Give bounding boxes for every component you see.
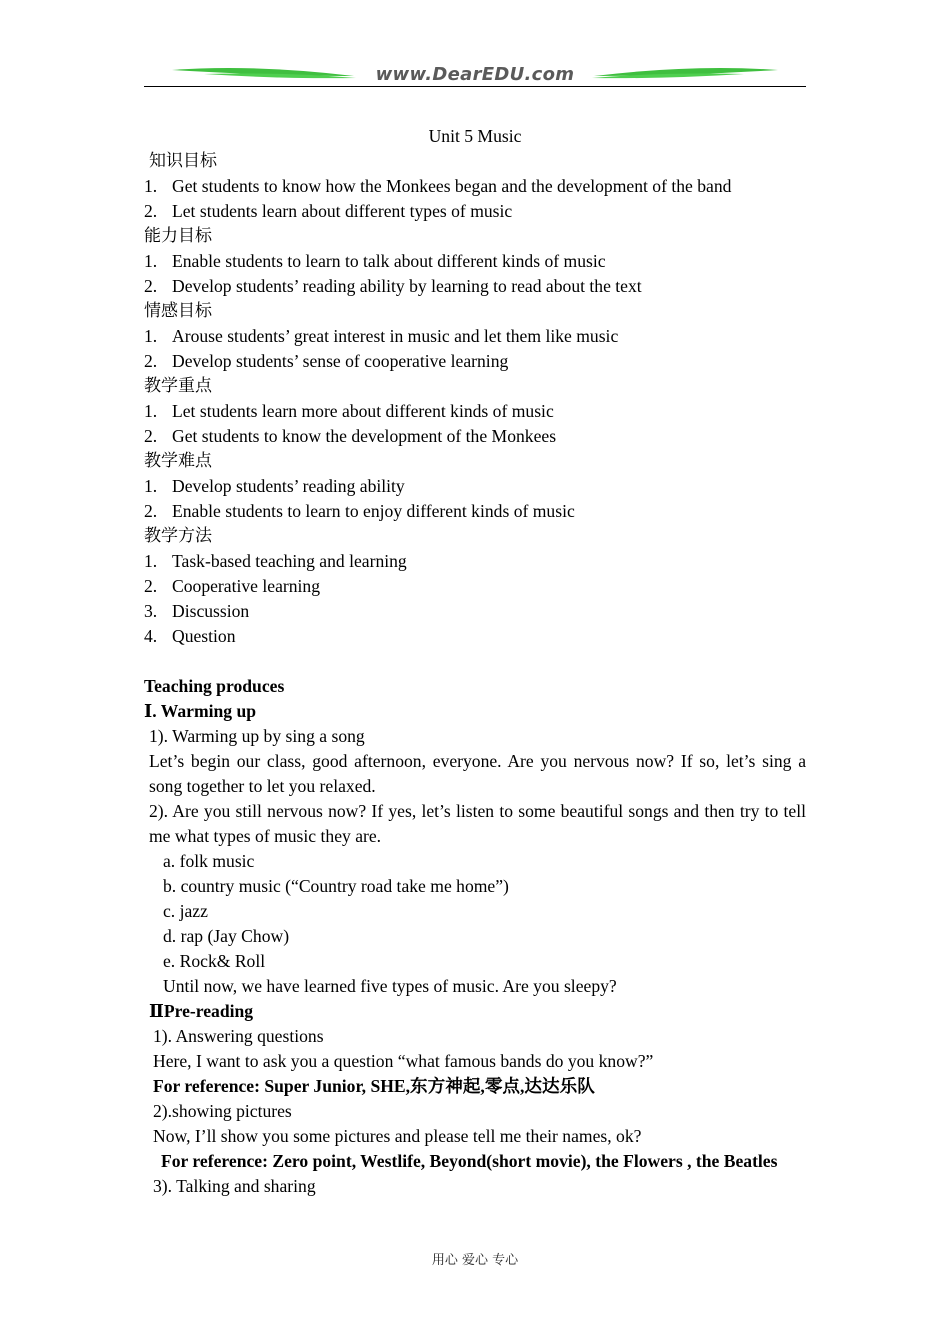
music-type-item: d. rap (Jay Chow) [163, 926, 290, 946]
list-item: 2. Enable students to learn to enjoy different kinds of music [144, 501, 575, 521]
paragraph: Now, I’ll show you some pictures and please tell me their names, ok? [153, 1126, 642, 1146]
part2-heading: ⅡPre-reading [149, 1001, 254, 1021]
document-body [144, 124, 806, 1199]
music-type-item: e. Rock& Roll [163, 951, 266, 971]
list-item: 2. Develop students’ reading ability by learning to read about the text [144, 276, 642, 296]
section-heading: 情感目标 [144, 301, 212, 321]
step-label: 1). Answering questions [153, 1026, 324, 1046]
music-type-item: a. folk music [163, 851, 255, 871]
procedures-heading: Teaching produces [144, 676, 285, 696]
music-type-item: b. country music (“Country road take me home”) [163, 876, 509, 896]
header-rule [144, 86, 806, 87]
list-item: 2. Cooperative learning [144, 576, 321, 596]
list-item: 2. Develop students’ sense of cooperative learning [144, 351, 509, 371]
list-item: 4. Question [144, 626, 236, 646]
step-label: 1). Warming up by sing a song [149, 726, 365, 746]
paragraph: Until now, we have learned five types of music. Are you sleepy? [163, 976, 617, 996]
paragraph: 2). Are you still nervous now? If yes, let’s listen to some beautiful songs and then try to tell me what types of music they are. [149, 801, 806, 846]
list-item: 1. Let students learn more about different kinds of music [144, 401, 554, 421]
list-item: 1. Get students to know how the Monkees began and the development of the band [144, 176, 732, 196]
section-heading: 知识目标 [149, 151, 217, 171]
list-item: 2. Get students to know the development of the Monkees [144, 426, 557, 446]
part1-heading: Ⅰ. Warming up [144, 701, 257, 721]
section-heading: 教学方法 [144, 526, 212, 546]
list-item: 2. Let students learn about different types of music [144, 201, 513, 221]
paragraph: Let’s begin our class, good afternoon, everyone. Are you nervous now? If so, let’s sing a song together to let you relaxed. [149, 751, 806, 796]
list-item: 3. Discussion [144, 601, 250, 621]
reference-note: For reference: Zero point, Westlife, Beyond(short movie), the Flowers , the Beatles [161, 1151, 778, 1171]
list-item: 1. Arouse students’ great interest in music and let them like music [144, 326, 619, 346]
step-label: 2).showing pictures [153, 1101, 292, 1121]
document-title: Unit 5 Music [428, 126, 522, 146]
section-heading: 能力目标 [144, 226, 212, 246]
paragraph: Here, I want to ask you a question “what famous bands do you know?” [153, 1051, 654, 1071]
step-label: 3). Talking and sharing [153, 1176, 316, 1196]
list-item: 1. Develop students’ reading ability [144, 476, 405, 496]
reference-note: For reference: Super Junior, SHE,东方神起,零点,达达乐队 [153, 1076, 595, 1096]
spacer [144, 649, 806, 674]
page-header [144, 62, 806, 90]
site-brand: www.DearEDU.com [375, 64, 575, 85]
list-item: 1. Enable students to learn to talk about different kinds of music [144, 251, 606, 271]
section-heading: 教学重点 [144, 376, 212, 396]
section-heading: 教学难点 [144, 451, 212, 471]
page-footer: 用心 爱心 专心 [431, 1253, 519, 1268]
list-item: 1. Task-based teaching and learning [144, 551, 407, 571]
music-type-item: c. jazz [163, 901, 208, 921]
